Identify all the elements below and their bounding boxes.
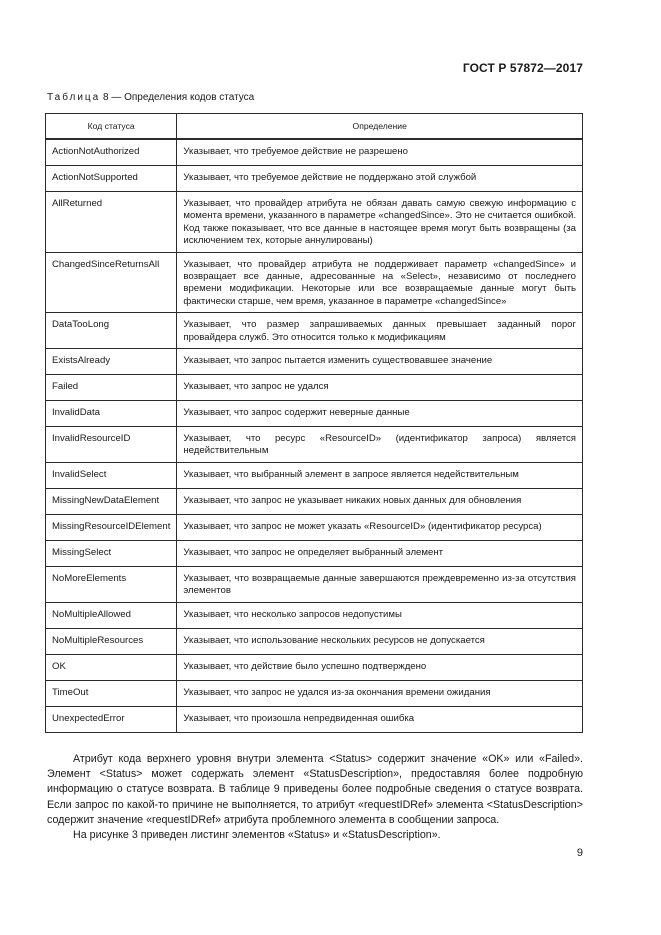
table-row: [46, 628, 583, 654]
table-row: [46, 166, 583, 192]
definition-cell: Указывает, что запрос не определяет выбранный элемент: [177, 540, 583, 566]
table-row: [46, 680, 583, 706]
status-code-cell: UnexpectedError: [46, 706, 177, 732]
status-code-cell: NoMultipleResources: [46, 628, 177, 654]
table-row: [46, 401, 583, 427]
table-header-row: [46, 114, 583, 140]
definition-cell: Указывает, что произошла непредвиденная ошибка: [177, 706, 583, 732]
table-row: [46, 654, 583, 680]
definition-cell: Указывает, что запрос не удался из-за окончания времени ожидания: [177, 680, 583, 706]
definition-cell: Указывает, что провайдер атрибута не поддерживает параметр «changedSince» и возвращает все данные, адресованные на «Select», независимо от последнего времени модификации. Некоторые или все возвращаемые данные могут быть фактически старше, чем время, указанное в параметре «changedSince»: [177, 252, 583, 313]
table-row: [46, 488, 583, 514]
status-code-cell: MissingResourceIDElement: [46, 514, 177, 540]
page-number: 9: [576, 847, 583, 859]
table-row: [46, 514, 583, 540]
table-row: [46, 602, 583, 628]
table-row: [46, 139, 583, 166]
status-code-cell: MissingSelect: [46, 540, 177, 566]
definition-cell: Указывает, что использование нескольких ресурсов не допускается: [177, 628, 583, 654]
status-code-cell: MissingNewDataElement: [46, 488, 177, 514]
table-row: [46, 540, 583, 566]
table-row: [46, 566, 583, 602]
definition-cell: Указывает, что запрос не удался: [177, 375, 583, 401]
table-body: [46, 139, 583, 732]
definition-cell: Указывает, что запрос не может указать «ResourceID» (идентификатор ресурса): [177, 514, 583, 540]
definition-cell: Указывает, что требуемое действие не поддержано этой службой: [177, 166, 583, 192]
table-row: [46, 313, 583, 349]
definition-cell: Указывает, что ресурс «ResourceID» (идентификатор запроса) является недействительным: [177, 427, 583, 463]
status-code-cell: DataTooLong: [46, 313, 177, 349]
table-row: [46, 375, 583, 401]
table-row: [46, 192, 583, 253]
column-header-code: Код статуса: [46, 114, 177, 140]
definition-cell: Указывает, что запрос не указывает никаких новых данных для обновления: [177, 488, 583, 514]
body-paragraph: На рисунке 3 приведен листинг элементов «Status» и «StatusDescription».: [73, 829, 441, 842]
status-code-cell: InvalidResourceID: [46, 427, 177, 463]
status-code-cell: InvalidSelect: [46, 462, 177, 488]
body-paragraph: Атрибут кода верхнего уровня внутри элемента <Status> содержит значение «OK» или «Failed». Элемент <Status> может содержать элемент «StatusDescription», предоставляя более подробную информацию о статусе возврата. В таблице 9 приведены более подробные сведения о статусе возврата. Если запрос по какой-то причине не выполняется, то атрибут «requestIDRef» элемента <StatusDescription> содержит значение «requestIDRef» атрибута проблемного элемента в сообщении запроса.: [47, 753, 583, 826]
table-row: [46, 706, 583, 732]
table-caption-text: 8 — Определения кодов статуса: [103, 92, 255, 103]
status-code-cell: ActionNotSupported: [46, 166, 177, 192]
status-code-cell: ChangedSinceReturnsAll: [46, 252, 177, 313]
column-header-definition: Определение: [177, 114, 583, 140]
table-row: [46, 349, 583, 375]
definition-cell: Указывает, что несколько запросов недопустимы: [177, 602, 583, 628]
definition-cell: Указывает, что размер запрашиваемых данных превышает заданный порог провайдера служб. Это относится только к модификациям: [177, 313, 583, 349]
status-code-cell: ExistsAlready: [46, 349, 177, 375]
status-code-cell: NoMultipleAllowed: [46, 602, 177, 628]
status-code-cell: Failed: [46, 375, 177, 401]
definition-cell: Указывает, что возвращаемые данные завершаются преждевременно из-за отсутствия элементов: [177, 566, 583, 602]
definition-cell: Указывает, что выбранный элемент в запросе является недействительным: [177, 462, 583, 488]
status-code-cell: NoMoreElements: [46, 566, 177, 602]
status-codes-table: [45, 113, 583, 733]
status-code-cell: InvalidData: [46, 401, 177, 427]
document-header: ГОСТ Р 57872—2017: [462, 61, 583, 75]
definition-cell: Указывает, что запрос пытается изменить существовавшее значение: [177, 349, 583, 375]
table-row: [46, 252, 583, 313]
status-code-cell: AllReturned: [46, 192, 177, 253]
table-caption-label: Таблица: [47, 92, 101, 103]
status-code-cell: OK: [46, 654, 177, 680]
status-code-cell: ActionNotAuthorized: [46, 139, 177, 166]
definition-cell: Указывает, что требуемое действие не разрешено: [177, 139, 583, 166]
table-row: [46, 427, 583, 463]
definition-cell: Указывает, что действие было успешно подтверждено: [177, 654, 583, 680]
definition-cell: Указывает, что провайдер атрибута не обязан давать самую свежую информацию с момента времени, указанного в параметре «changedSince». Это не считается ошибкой. Код также показывает, что все данные в настоящее время могут быть возвращены (за исключением тех, которые аннулированы): [177, 192, 583, 253]
body-text: [47, 752, 583, 843]
status-code-cell: TimeOut: [46, 680, 177, 706]
table-row: [46, 462, 583, 488]
definition-cell: Указывает, что запрос содержит неверные данные: [177, 401, 583, 427]
table-caption: [47, 92, 254, 103]
